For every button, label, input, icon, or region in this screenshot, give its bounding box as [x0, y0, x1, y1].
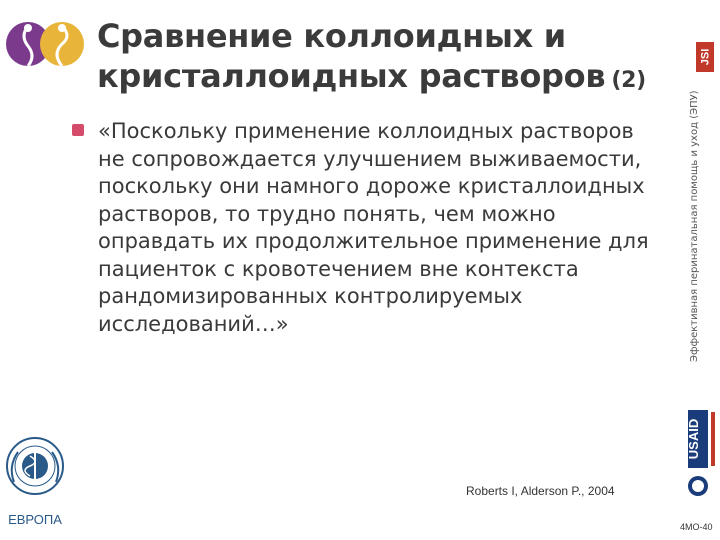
- who-emblem-icon: [4, 420, 66, 512]
- usaid-emblem-icon: [684, 400, 720, 500]
- europa-label: ЕВРОПА: [8, 512, 62, 527]
- usaid-label: USAID: [686, 418, 701, 460]
- side-caption: Эффективная перинатальная помощь и уход (ЭПУ): [689, 90, 700, 362]
- quote-text: «Поскольку применение коллоидных растворов не сопровождается улучшением выживаемости, поскольку они намного дороже кристаллоидных растворов, то трудно понять, чем можно оправдать их продолжительное применение для пациенток с кровотечением вне контекста рандомизированных контролируемых исследований…»: [98, 119, 649, 336]
- slide-code: 4МО-40: [680, 522, 713, 532]
- bullet-marker-icon: [72, 124, 84, 136]
- jsi-logo-icon: [696, 42, 714, 72]
- slide-title: [97, 16, 657, 101]
- slide-title-main: Сравнение коллоидных и кристаллоидных растворов: [97, 17, 606, 95]
- perinatal-logo-icon: [4, 6, 86, 80]
- slide-title-suffix: (2): [611, 68, 646, 93]
- citation: Roberts I, Alderson P., 2004: [466, 484, 615, 498]
- jsi-label: JSI: [698, 48, 711, 66]
